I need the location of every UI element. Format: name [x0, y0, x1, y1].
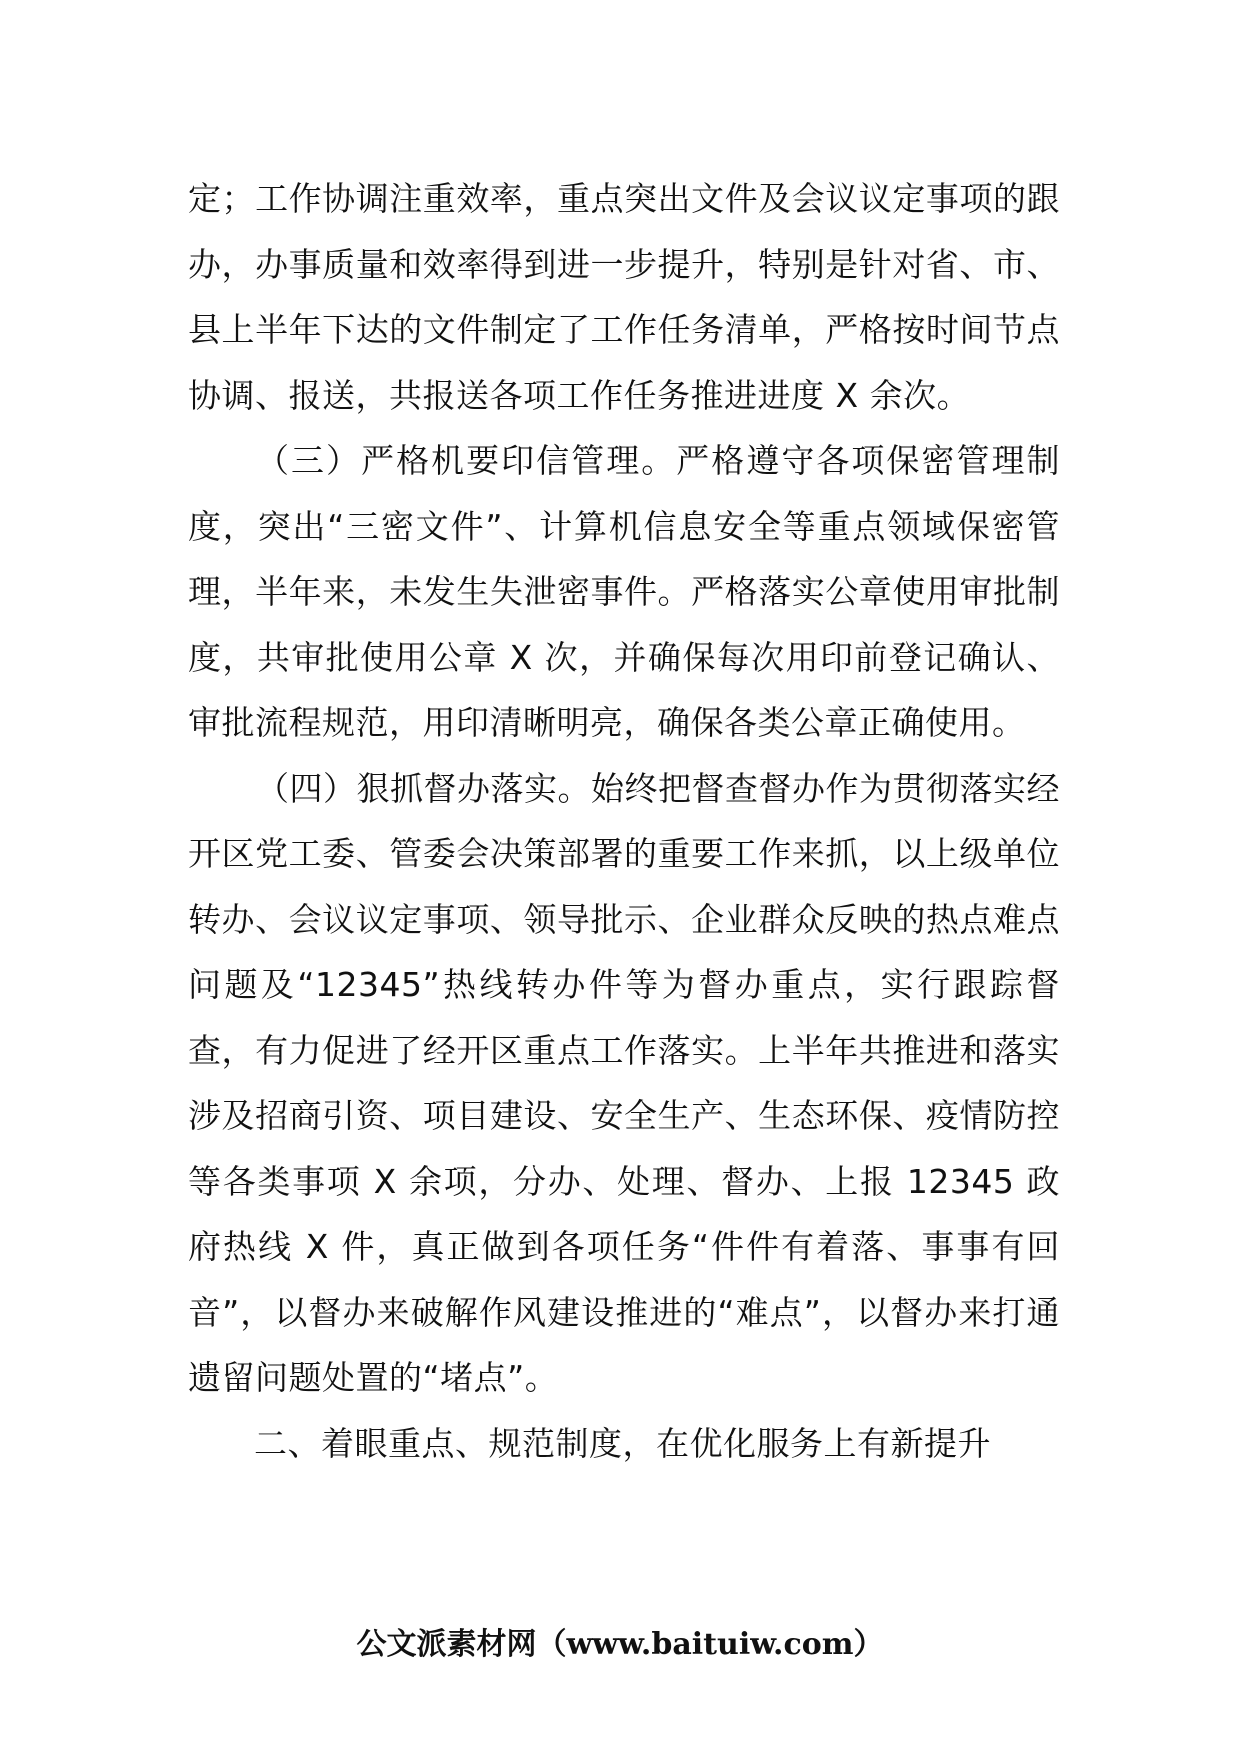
paragraph-section-3: （三）严格机要印信管理。严格遵守各项保密管理制度，突出“三密文件”、计算机信息安全等重点领域保密管理，半年来，未发生失泄密事件。严格落实公章使用审批制度，共审批使用公章 X 次，并确保每次用印前登记确认、审批流程规范，用印清晰明亮，确保各类公章正确使用。: [188, 441, 1060, 742]
footer-watermark-text: 公文派素材网（www.baituiw.com）: [356, 1627, 884, 1662]
paragraph-continuation: 定；工作协调注重效率，重点突出文件及会议议定事项的跟办，办事质量和效率得到进一步提升，特别是针对省、市、县上半年下达的文件制定了工作任务清单，严格按时间节点协调、报送，共报送各项工作任务推进进度 X 余次。: [188, 179, 1060, 415]
section-heading: 二、着眼重点、规范制度，在优化服务上有新提升: [254, 1423, 991, 1463]
document-body: [188, 166, 1060, 1476]
paragraph-section-4: （四）狠抓督办落实。始终把督查督办作为贯彻落实经开区党工委、管委会决策部署的重要工作来抓，以上级单位转办、会议议定事项、领导批示、企业群众反映的热点难点问题及“12345”热线转办件等为督办重点，实行跟踪督查，有力促进了经开区重点工作落实。上半年共推进和落实涉及招商引资、项目建设、安全生产、生态环保、疫情防控等各类事项 X 余项，分办、处理、督办、上报 12345 政府热线 X 件，真正做到各项任务“件件有着落、事事有回音”，以督办来破解作风建设推进的“难点”，以督办来打通遗留问题处置的“堵点”。: [188, 768, 1060, 1397]
